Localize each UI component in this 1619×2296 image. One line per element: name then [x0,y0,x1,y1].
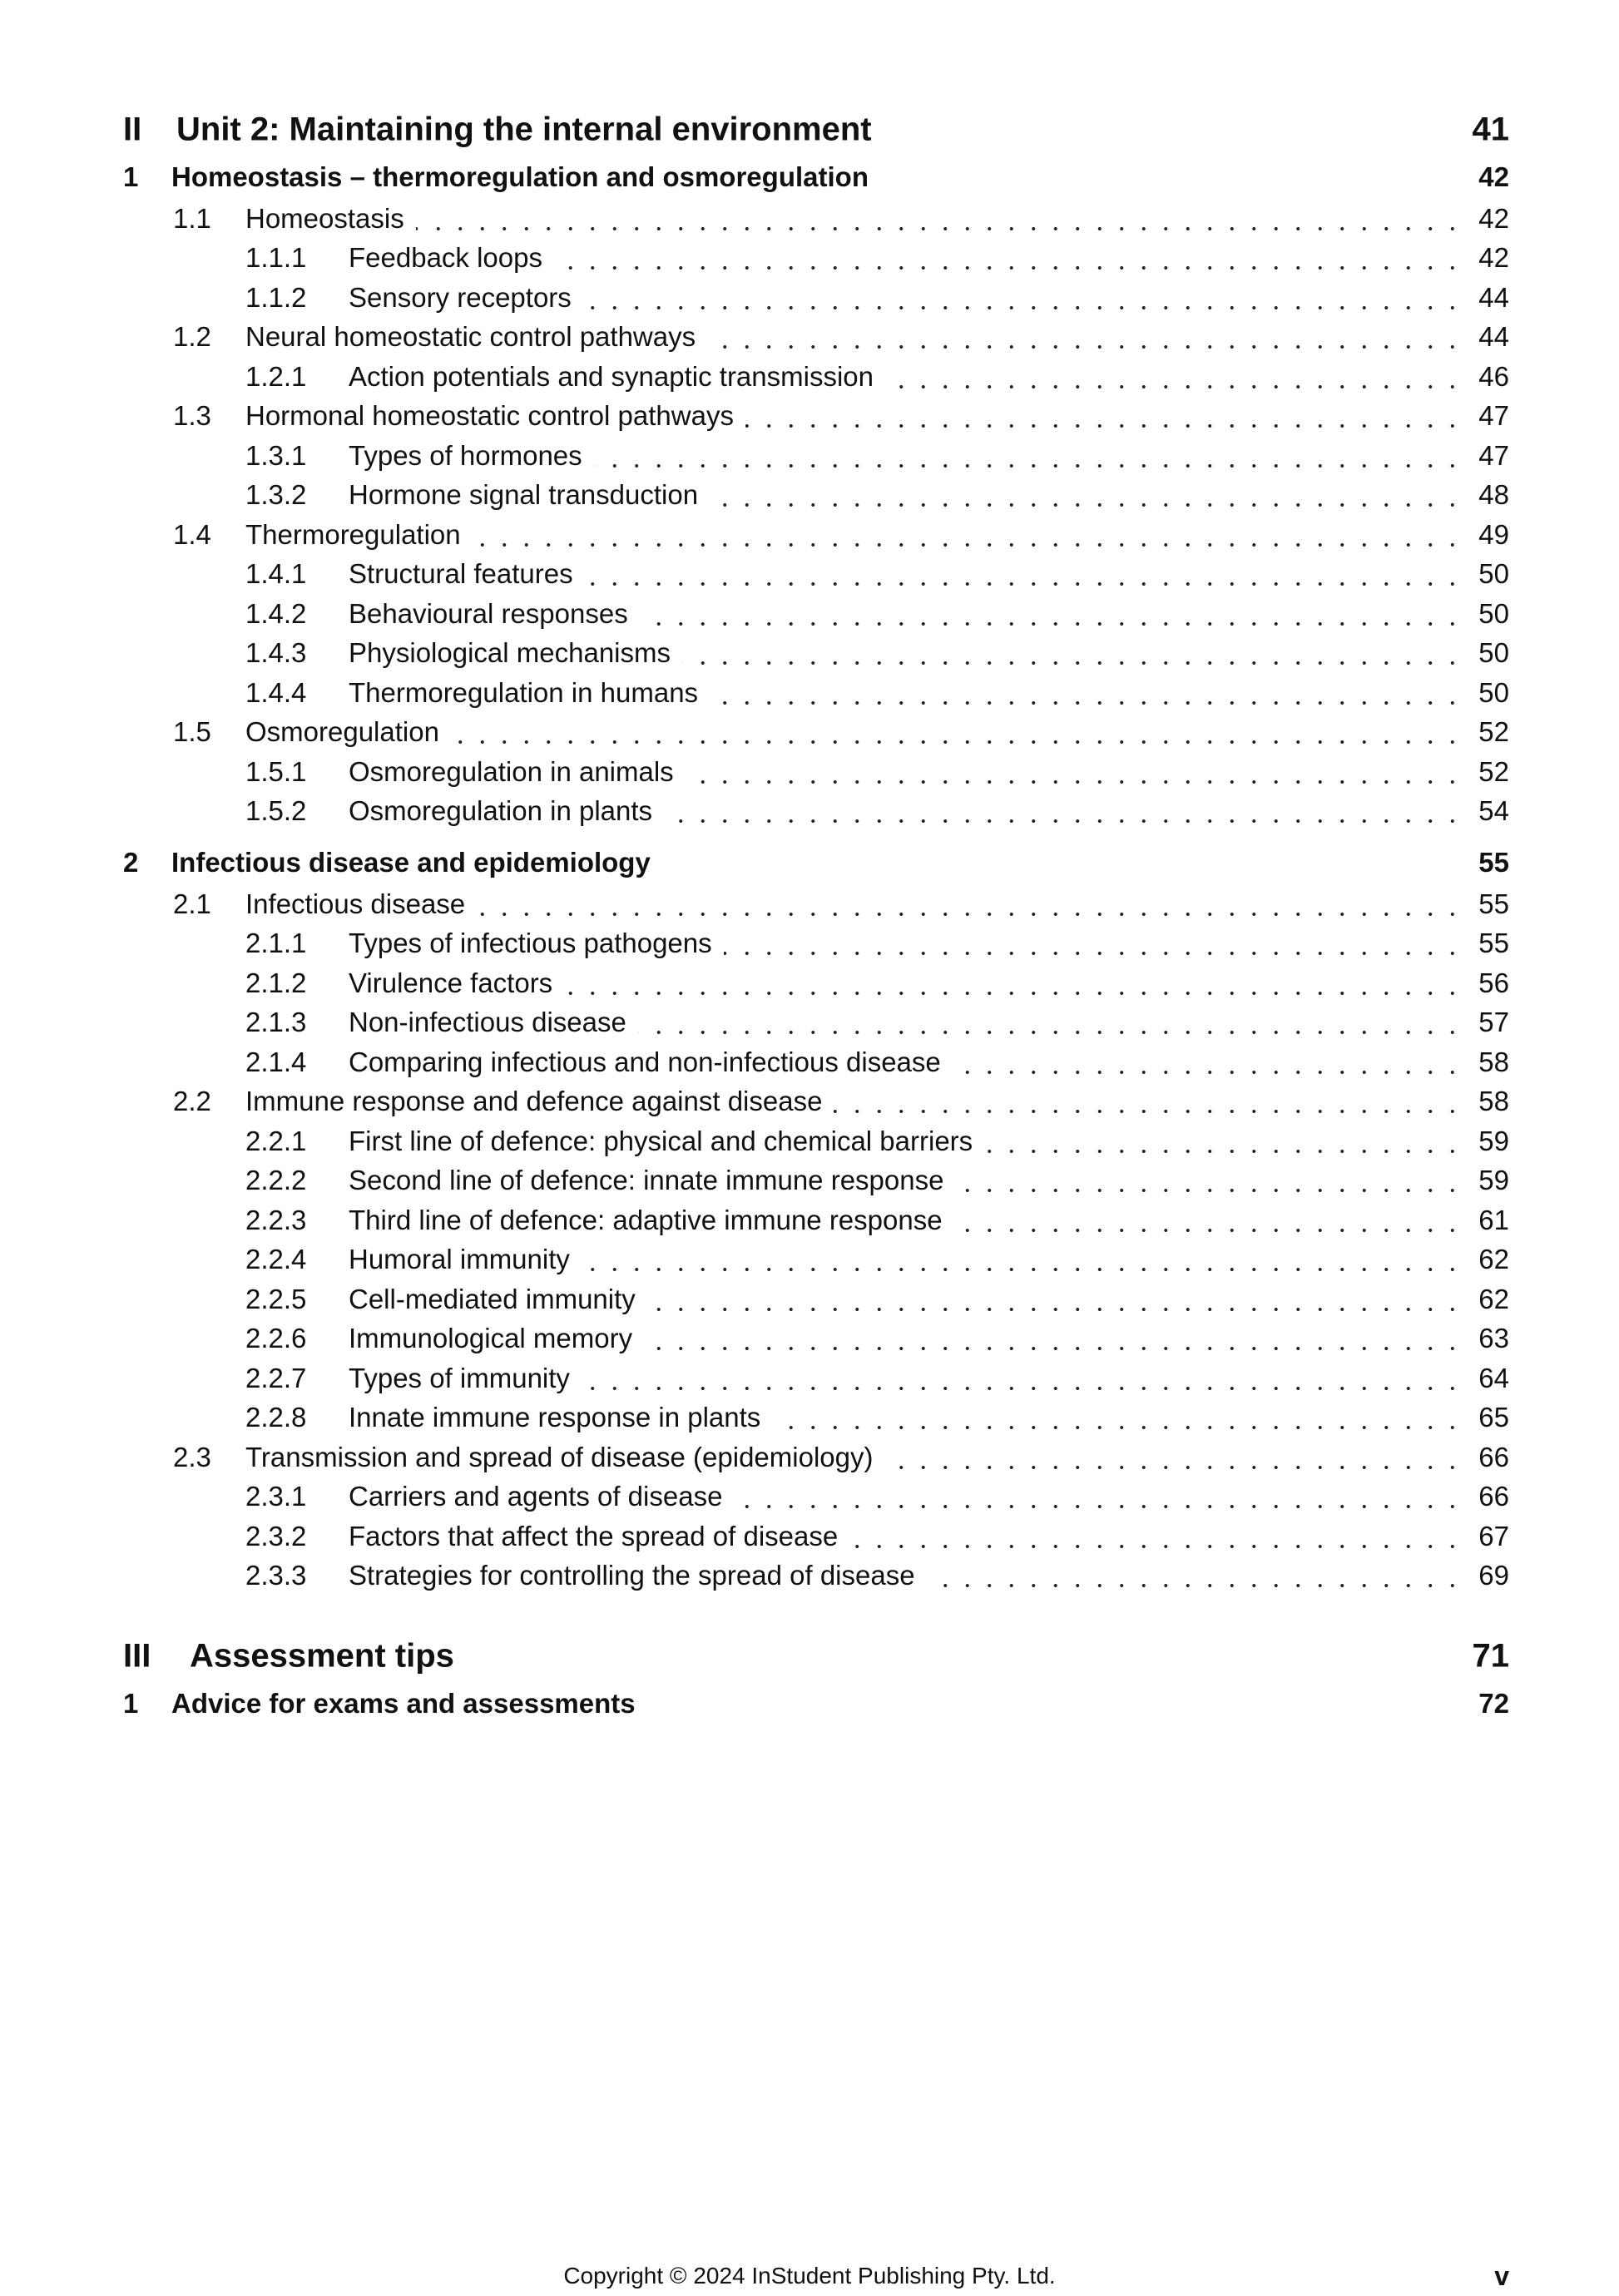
dot-leader [473,543,1463,547]
toc-entry-number: 1.4.4 [245,676,307,708]
toc-entry-page: 59 [1478,1125,1509,1156]
toc-entry-page: 50 [1478,558,1509,590]
toc-entry-part[interactable] [123,1630,1509,1682]
dot-leader [707,345,1463,349]
toc-entry-number: 1.1 [173,202,211,234]
toc-entry-number: 1.2 [173,321,211,353]
toc-entry-page: 44 [1478,281,1509,313]
toc-entry-title: Hormonal homeostatic control pathways [245,400,734,432]
dot-leader [583,306,1463,309]
toc-entry-sec[interactable] [123,397,1509,437]
toc-entry-title: Comparing infectious and non-infectious disease [349,1046,941,1077]
toc-entry-number: 2.2.4 [245,1244,307,1275]
toc-entry-title: Neural homeostatic control pathways [245,321,696,353]
toc-entry-sub[interactable] [123,594,1509,634]
toc-entry-sub[interactable] [123,1200,1509,1240]
toc-entry-number: 1.5.2 [245,795,307,827]
toc-entry-title: Types of immunity [349,1362,570,1393]
toc-entry-sub[interactable] [123,1240,1509,1280]
toc-entry-number: 2.1.4 [245,1046,307,1077]
toc-entry-number: 1.1.2 [245,281,307,313]
toc-entry-page: 58 [1478,1046,1509,1077]
toc-entry-number: 2.3.1 [245,1481,307,1512]
toc-entry-title: Types of infectious pathogens [349,928,712,959]
dot-leader [451,740,1463,744]
toc-entry-sub[interactable] [123,634,1509,674]
toc-entry-number: 2.3 [173,1441,211,1472]
dot-leader [682,661,1463,665]
toc-entry-sub[interactable] [123,436,1509,476]
table-of-contents [123,104,1509,1725]
dot-leader [834,1110,1463,1113]
toc-entry-number: 1.5 [173,716,211,748]
toc-entry-title: Advice for exams and assessments [171,1688,636,1719]
copyright-notice: Copyright © 2024 InStudent Publishing Pty. Ltd. [563,2263,1056,2289]
toc-entry-sub[interactable] [123,1121,1509,1161]
toc-entry-page: 58 [1478,1086,1509,1117]
toc-entry-number: 1.1.1 [245,242,307,274]
dot-leader [647,1308,1463,1311]
toc-entry-title: Unit 2: Maintaining the internal environment [176,111,872,148]
toc-entry-title: Factors that affect the spread of disease [349,1520,839,1551]
toc-entry-title: Osmoregulation [245,716,439,748]
toc-entry-part[interactable] [123,104,1509,156]
toc-entry-sub[interactable] [123,963,1509,1003]
toc-entry-page: 50 [1478,676,1509,708]
dot-leader [954,1229,1463,1232]
toc-entry-sub[interactable] [123,673,1509,713]
dot-leader [710,701,1463,705]
toc-entry-sec[interactable] [123,515,1509,555]
toc-entry-number: III [123,1637,151,1675]
toc-entry-title: Carriers and agents of disease [349,1481,723,1512]
dot-leader [664,819,1463,823]
toc-entry-title: Osmoregulation in animals [349,755,674,787]
dot-leader [640,622,1463,626]
toc-entry-page: 55 [1478,928,1509,959]
toc-entry-title: Virulence factors [349,967,553,998]
toc-entry-page: 56 [1478,967,1509,998]
dot-leader [638,1031,1463,1034]
toc-entry-title: Non-infectious disease [349,1007,626,1038]
toc-entry-number: 2.2 [173,1086,211,1117]
page-number: v [1494,2261,1509,2291]
dot-leader [477,913,1463,916]
toc-entry-sec[interactable] [123,199,1509,239]
toc-entry-sub[interactable] [123,1279,1509,1319]
toc-entry-page: 46 [1478,360,1509,392]
toc-entry-title: Thermoregulation [245,518,461,550]
toc-entry-title: Sensory receptors [349,281,572,313]
toc-entry-title: Homeostasis [245,202,404,234]
toc-entry-page: 52 [1478,716,1509,748]
toc-entry-page: 63 [1478,1323,1509,1354]
toc-entry-page: 48 [1478,479,1509,511]
toc-entry-title: Types of hormones [349,439,582,471]
toc-entry-number: 2.1.2 [245,967,307,998]
toc-entry-sub[interactable] [123,1003,1509,1043]
toc-entry-title: Homeostasis – thermoregulation and osmoregulation [171,161,869,192]
toc-entry-sec[interactable] [123,1082,1509,1122]
toc-entry-title: Immune response and defence against disease [245,1086,823,1117]
toc-entry-page: 67 [1478,1520,1509,1551]
toc-entry-sub[interactable] [123,555,1509,595]
toc-entry-page: 47 [1478,439,1509,471]
dot-leader [955,1189,1463,1192]
toc-entry-title: Third line of defence: adaptive immune response [349,1204,943,1235]
toc-entry-number: 2.2.8 [245,1402,307,1433]
toc-entry-number: 2.2.2 [245,1165,307,1196]
toc-entry-page: 49 [1478,518,1509,550]
toc-entry-title: First line of defence: physical and chemical barriers [349,1125,973,1156]
toc-entry-page: 72 [1478,1688,1509,1719]
toc-entry-title: Physiological mechanisms [349,637,671,669]
dot-leader [953,1071,1463,1074]
toc-entry-chap[interactable] [123,1682,1509,1725]
toc-entry-sub[interactable] [123,1517,1509,1556]
toc-entry-page: 62 [1478,1244,1509,1275]
toc-entry-number: 2.3.2 [245,1520,307,1551]
toc-entry-title: Structural features [349,558,573,590]
toc-entry-title: Infectious disease [245,888,466,919]
toc-entry-sec[interactable] [123,713,1509,753]
toc-entry-page: 61 [1478,1204,1509,1235]
toc-entry-sub[interactable] [123,1358,1509,1398]
toc-entry-sub[interactable] [123,476,1509,516]
toc-entry-title: Infectious disease and epidemiology [171,847,651,878]
toc-entry-number: 1 [123,1688,139,1719]
toc-entry-sub[interactable] [123,278,1509,318]
toc-entry-title: Transmission and spread of disease (epidemiology) [245,1441,874,1472]
toc-entry-title: Hormone signal transduction [349,479,699,511]
toc-entry-page: 50 [1478,637,1509,669]
toc-entry-title: Action potentials and synaptic transmission [349,360,874,392]
toc-entry-title: Humoral immunity [349,1244,570,1275]
toc-entry-number: 1.4.2 [245,597,307,629]
toc-entry-page: 52 [1478,755,1509,787]
toc-entry-number: 2.3.3 [245,1560,307,1591]
toc-entry-sec[interactable] [123,1437,1509,1477]
toc-entry-sec[interactable] [123,318,1509,358]
toc-entry-sub[interactable] [123,792,1509,832]
toc-entry-sub[interactable] [123,357,1509,397]
toc-entry-page: 69 [1478,1560,1509,1591]
toc-entry-number: 1.4 [173,518,211,550]
toc-entry-sub[interactable] [123,752,1509,792]
toc-entry-sub[interactable] [123,1161,1509,1201]
toc-entry-title: Innate immune response in plants [349,1402,761,1433]
toc-entry-sub[interactable] [123,239,1509,279]
toc-entry-sub[interactable] [123,1042,1509,1082]
toc-entry-page: 66 [1478,1441,1509,1472]
toc-entry-title: Feedback loops [349,242,542,274]
toc-entry-page: 65 [1478,1402,1509,1433]
toc-entry-number: 1.2.1 [245,360,307,392]
toc-entry-title: Strategies for controlling the spread of disease [349,1560,915,1591]
dot-leader [582,1387,1463,1390]
dot-leader [710,503,1463,507]
dot-leader [734,1505,1463,1508]
dot-leader [772,1426,1463,1429]
dot-leader [582,1268,1463,1271]
toc-entry-page: 64 [1478,1362,1509,1393]
toc-entry-number: 2.1 [173,888,211,919]
toc-entry-page: 66 [1478,1481,1509,1512]
toc-entry-page: 71 [1472,1637,1509,1675]
dot-leader [416,227,1463,230]
toc-entry-number: 1.5.1 [245,755,307,787]
toc-entry-page: 55 [1478,888,1509,919]
toc-entry-number: 2.2.1 [245,1125,307,1156]
dot-leader [594,464,1463,468]
toc-entry-number: 2.2.3 [245,1204,307,1235]
dot-leader [585,582,1463,586]
toc-entry-page: 50 [1478,597,1509,629]
toc-entry-page: 44 [1478,321,1509,353]
toc-entry-number: 1.3.1 [245,439,307,471]
toc-entry-sec[interactable] [123,884,1509,924]
toc-entry-title: Assessment tips [190,1637,454,1675]
dot-leader [745,424,1463,428]
toc-entry-title: Thermoregulation in humans [349,676,699,708]
dot-leader [984,1150,1463,1153]
toc-entry-page: 59 [1478,1165,1509,1196]
dot-leader [885,385,1463,388]
dot-leader [554,266,1463,270]
toc-entry-sub[interactable] [123,1477,1509,1517]
dot-leader [885,1466,1463,1469]
toc-entry-title: Immunological memory [349,1323,633,1354]
toc-entry-title: Cell-mediated immunity [349,1283,636,1314]
toc-entry-number: 1 [123,161,139,192]
toc-entry-number: 2 [123,847,139,878]
toc-entry-number: II [123,111,142,148]
toc-entry-number: 1.3.2 [245,479,307,511]
toc-entry-page: 42 [1478,202,1509,234]
dot-leader [724,952,1463,955]
dot-leader [849,1545,1463,1548]
toc-entry-page: 42 [1478,161,1509,192]
toc-entry-title: Osmoregulation in plants [349,795,653,827]
toc-entry-number: 2.1.3 [245,1007,307,1038]
toc-entry-number: 2.1.1 [245,928,307,959]
toc-entry-title: Second line of defence: innate immune response [349,1165,944,1196]
toc-entry-chap[interactable] [123,156,1509,199]
toc-entry-page: 57 [1478,1007,1509,1038]
toc-entry-sub[interactable] [123,1319,1509,1359]
dot-leader [927,1584,1463,1587]
toc-entry-number: 1.4.1 [245,558,307,590]
dot-leader [564,992,1463,995]
toc-entry-number: 1.4.3 [245,637,307,669]
toc-entry-number: 2.2.6 [245,1323,307,1354]
toc-entry-page: 54 [1478,795,1509,827]
toc-entry-page: 41 [1472,111,1509,148]
toc-entry-title: Behavioural responses [349,597,628,629]
toc-entry-page: 42 [1478,242,1509,274]
toc-entry-page: 47 [1478,400,1509,432]
toc-entry-number: 2.2.5 [245,1283,307,1314]
toc-entry-sub[interactable] [123,1398,1509,1438]
page-footer [0,2263,1619,2296]
toc-entry-number: 1.3 [173,400,211,432]
toc-entry-chap[interactable] [123,841,1509,884]
toc-entry-sub[interactable] [123,1556,1509,1596]
dot-leader [644,1347,1463,1350]
toc-entry-page: 62 [1478,1283,1509,1314]
toc-entry-number: 2.2.7 [245,1362,307,1393]
toc-entry-sub[interactable] [123,924,1509,964]
dot-leader [686,780,1463,784]
toc-entry-page: 55 [1478,847,1509,878]
